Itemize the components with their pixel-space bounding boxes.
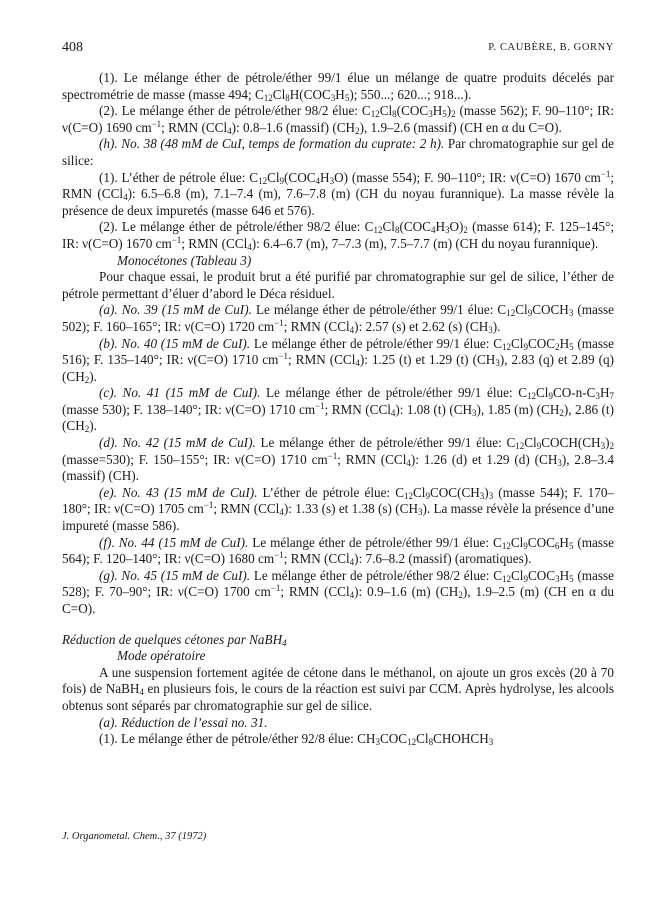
journal-name: J. Organometal. Chem. (62, 831, 160, 842)
section-heading-monocetones: Monocétones (Tableau 3) (117, 252, 252, 268)
paragraph-fraction-2: (2). Le mélange éther de pétrole/éther 98/2 élue: $C_{12}Cl_8(COC_3H_5)_2$ (masse 562); F. 90–110°; IR: ν(C=O) 1690 $cm^{-1}$; RMN (CCl$_4$): 0.8–1.6 (massif) $(CH_2)$, 1.9–2.6 (massif) (CH en α du C=O). (62, 103, 614, 136)
paragraph-monocetones-intro: Pour chaque essai, le produit brut a été purifié par chromatographie sur gel de silice, l’éther de pétrole permettant d’éluer d’abord le Déca résiduel. (62, 269, 614, 301)
paragraph-reduction-31: (a). Réduction de l’essai no. 31. (99, 714, 268, 730)
paragraph-run-38-fraction-1: (1). L’éther de pétrole élue: $C_{12}Cl_9(COC_4H_3O)$ (masse 554); F. 90–110°; IR: ν(C=O) 1670 $cm^{-1}$; RMN (CCl$_4$): 6.5–6.8 (m), 7.1–7.4 (m), 7.6–7.8 (m) (CH du noyau furannique). La masse révèle la présence de deux impuretés (masse 646 et 576). (62, 168, 615, 218)
paragraph-run-40: (b). No. 40 (15 mM de CuI). Le mélange éther de pétrole/éther 99/1 élue: $C_{12}Cl_9COC_2H_5$ (masse 516); F. 135–140°; IR: ν(C=O) 1710 $cm^{-1}$; RMN (CCl$_4$): 1.25 (t) et 1.29 (t) $(CH_3)$, 2.83 (q) et 2.89 (q) $(CH_2)$. (62, 335, 614, 385)
page-footer (62, 829, 206, 846)
paragraph-run-41: (c). No. 41 (15 mM de CuI). Le mélange éther de pétrole/éther 99/1 élue: $C_{12}Cl_9CO-n-C_3H_7$ (masse 530); F. 138–140°; IR: ν(C=O) 1710 $cm^{-1}$; RMN (CCl$_4$): 1.08 (t) $(CH_3)$, 1.85 (m) $(CH_2)$, 2.86 (t) $(CH_2)$. (62, 385, 614, 435)
paragraph-run-42: (d). No. 42 (15 mM de CuI). Le mélange éther de pétrole/éther 99/1 élue: $C_{12}Cl_9COCH(CH_3)_2$ (masse=530); F. 150–155°; IR: ν(C=O) 1710 $cm^{-1}$; RMN (CCl$_4$): 1.26 (d) et 1.29 (d) $(CH_3)$, 2.8–3.4 (massif) (CH). (62, 435, 614, 484)
paragraph-run-38: (h). No. 38 (48 mM de CuI, temps de formation du cuprate: 2 h). Par chromatographie sur gel de silice: (62, 136, 614, 168)
running-head: P. CAUBÈRE, B. GORNY (488, 42, 614, 53)
paragraph-mode-operatoire: A une suspension fortement agitée de cétone dans le méthanol, on ajoute un gros excès (20 à 70 fois) de NaBH$_4$ en plusieurs fois, le cours de la réaction est suivi par CCM. Après hydrolyse, les alcools obtenus sont séparés par chromatographie sur gel de silice. (62, 664, 614, 713)
journal-volume-year: , 37 (1972) (159, 831, 207, 842)
section-heading-reduction: Réduction de quelques cétones par NaBH$_4$ (62, 631, 287, 648)
paragraph-reduction-31-fraction-1: (1). Le mélange éther de pétrole/éther 92/8 élue: $CH_3COC_{12}Cl_8CHOHCH_3$ (99, 731, 494, 748)
page-number: 408 (62, 40, 83, 55)
paragraph-run-39: (a). No. 39 (15 mM de CuI). Le mélange éther de pétrole/éther 99/1 élue: $C_{12}Cl_9COCH_3$ (masse 502); F. 160–165°; IR: ν(C=O) 1720 $cm^{-1}$; RMN (CCl$_4$): 2.57 (s) et 2.62 (s) $(CH_3)$. (62, 302, 615, 335)
paragraph-fraction-1: (1). Le mélange éther de pétrole/éther 99/1 élue un mélange de quatre produits décelés par spectrométrie de masse (masse 494; $C_{12}Cl_8H(COC_3H_5)$; 550...; 620...; 918...). (62, 70, 614, 103)
page-header (62, 40, 614, 58)
paragraph-run-43: (e). No. 43 (15 mM de CuI). L’éther de pétrole élue: $C_{12}Cl_9COC(CH_3)_3$ (masse 544); F. 170–180°; IR: ν(C=O) 1705 $cm^{-1}$; RMN (CCl$_4$): 1.33 (s) et 1.38 (s) $(CH_3)$. La masse révèle la présence d’une impureté (masse 586). (62, 484, 615, 534)
paragraph-run-44: (f). No. 44 (15 mM de CuI). Le mélange éther de pétrole/éther 99/1 élue: $C_{12}Cl_9COC_6H_5$ (masse 564); F. 120–140°; IR: ν(C=O) 1680 $cm^{-1}$; RMN (CCl$_4$): 7.6–8.2 (massif) (aromatiques). (62, 534, 615, 568)
paragraph-run-45: (g). No. 45 (15 mM de CuI). Le mélange éther de pétrole/éther 98/2 élue: $C_{12}Cl_9COC_3H_5$ (masse 528); F. 70–90°; IR: ν(C=O) 1700 $cm^{-1}$; RMN (CCl$_4$): 0.9–1.6 (m) $(CH_2)$, 1.9–2.5 (m) (CH en α du C=O). (62, 567, 615, 616)
subsection-heading-mode-operatoire: Mode opératoire (117, 648, 206, 664)
paragraph-run-38-fraction-2: (2). Le mélange éther de pétrole/éther 98/2 élue: $C_{12}Cl_8(COC_4H_3O)_2$ (masse 614); F. 125–145°; IR: ν(C=O) 1670 $cm^{-1}$; RMN (CCl$_4$): 6.4–6.7 (m), 7–7.3 (m), 7.5–7.7 (m) (CH du noyau furannique). (62, 219, 615, 252)
article-body (62, 70, 614, 748)
